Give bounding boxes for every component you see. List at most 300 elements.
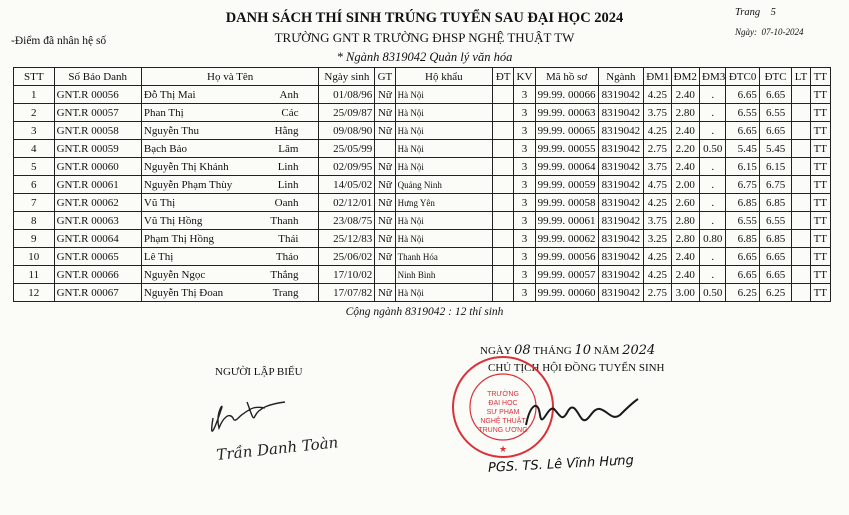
score-1: 4.25	[647, 124, 668, 137]
table-cell	[671, 266, 699, 284]
candidate-id: GNT.R 00058	[56, 124, 119, 137]
table-cell	[810, 230, 830, 248]
table-row	[14, 176, 831, 194]
major-code: 8319042	[601, 232, 641, 245]
table-cell	[810, 194, 830, 212]
table-cell	[514, 140, 535, 158]
given-name: Thảo	[275, 250, 299, 263]
table-cell	[671, 104, 699, 122]
table-cell	[395, 122, 492, 140]
column-header: ĐM2	[671, 68, 699, 86]
table-cell	[759, 248, 791, 266]
table-cell	[598, 248, 644, 266]
region: 3	[521, 160, 528, 173]
table-cell	[759, 104, 791, 122]
table-cell	[395, 86, 492, 104]
table-cell	[375, 104, 395, 122]
score-3: .	[711, 88, 715, 101]
column-header: TT	[810, 68, 830, 86]
table-cell	[700, 140, 726, 158]
region: 3	[521, 124, 528, 137]
birth-date: 17/07/82	[333, 286, 373, 299]
table-cell	[792, 86, 810, 104]
total: 6.65	[765, 268, 786, 281]
column-header: ĐM1	[644, 68, 671, 86]
file-prefix: 99.99.	[537, 214, 566, 227]
score-3: .	[711, 196, 715, 209]
file-prefix: 99.99.	[537, 268, 566, 281]
table-cell	[671, 122, 699, 140]
total-raw: 6.65	[737, 124, 757, 137]
table-cell	[375, 122, 395, 140]
table-cell	[319, 176, 375, 194]
table-cell	[54, 176, 141, 194]
table-cell	[54, 248, 141, 266]
table-cell	[700, 176, 726, 194]
table-cell	[319, 194, 375, 212]
score-3: 0.50	[703, 286, 723, 299]
table-cell	[759, 140, 791, 158]
score-1: 3.75	[647, 160, 668, 173]
table-cell	[54, 140, 141, 158]
table-cell	[644, 248, 671, 266]
score-3: .	[711, 178, 715, 191]
table-cell	[375, 284, 395, 302]
table-cell	[395, 140, 492, 158]
total: 5.45	[765, 142, 786, 155]
file-number: 00057	[568, 268, 596, 281]
table-cell	[810, 284, 830, 302]
table-cell	[535, 212, 598, 230]
total: 6.85	[765, 196, 786, 209]
table-cell	[54, 284, 141, 302]
table-cell	[671, 212, 699, 230]
table-cell	[598, 158, 644, 176]
table-cell	[493, 158, 514, 176]
month-label: THÁNG	[533, 345, 572, 357]
table-cell	[375, 158, 395, 176]
birth-date: 17/10/02	[333, 268, 373, 281]
table-cell	[14, 212, 55, 230]
gender: Nữ	[377, 160, 392, 173]
gender: Nữ	[377, 286, 392, 299]
table-cell	[395, 230, 492, 248]
table-cell	[493, 212, 514, 230]
table-cell	[319, 230, 375, 248]
table-cell	[14, 266, 55, 284]
table-cell	[700, 194, 726, 212]
birth-date: 09/08/90	[333, 124, 373, 137]
table-row	[14, 122, 831, 140]
region: 3	[521, 286, 528, 299]
stt: 11	[28, 268, 40, 281]
given-name: Linh	[277, 178, 299, 191]
file-number: 00059	[568, 178, 596, 191]
table-cell	[759, 86, 791, 104]
table-cell	[759, 212, 791, 230]
table-cell	[726, 266, 759, 284]
table-header-row	[14, 68, 831, 86]
major-code: 8319042	[601, 88, 641, 101]
table-cell	[14, 248, 55, 266]
table-cell	[141, 212, 319, 230]
family-name: Nguyễn Thị Đoan	[143, 286, 224, 299]
region: 3	[521, 178, 528, 191]
table-cell	[671, 194, 699, 212]
file-number: 00058	[568, 196, 596, 209]
table-row	[14, 266, 831, 284]
table-cell	[141, 266, 319, 284]
column-header: Hộ khẩu	[395, 68, 492, 86]
table-cell	[493, 104, 514, 122]
residence: Hà Nội	[397, 125, 424, 136]
status: TT	[813, 88, 828, 101]
table-cell	[319, 140, 375, 158]
table-cell	[671, 86, 699, 104]
svg-text:SƯ PHẠM: SƯ PHẠM	[486, 409, 520, 416]
score-2: 2.80	[675, 232, 695, 245]
birth-date: 02/09/95	[333, 160, 373, 173]
table-cell	[598, 86, 644, 104]
file-prefix: 99.99.	[537, 106, 566, 119]
table-cell	[598, 230, 644, 248]
table-cell	[598, 266, 644, 284]
candidate-id: GNT.R 00066	[56, 268, 119, 281]
column-header: KV	[514, 68, 535, 86]
status: TT	[813, 232, 828, 245]
page-label: Trang	[735, 7, 761, 18]
table-cell	[810, 158, 830, 176]
table-cell	[535, 140, 598, 158]
document-title: DANH SÁCH THÍ SINH TRÚNG TUYỂN SAU ĐẠI HỌC 2024	[225, 10, 624, 26]
gender: Nữ	[377, 250, 392, 263]
score-1: 4.25	[647, 268, 668, 281]
file-number: 00065	[568, 124, 596, 137]
major-code: 8319042	[601, 160, 641, 173]
birth-date: 01/08/96	[333, 88, 373, 101]
total-raw: 6.85	[737, 196, 757, 209]
table-cell	[644, 86, 671, 104]
table-cell	[671, 248, 699, 266]
table-cell	[792, 158, 810, 176]
table-cell	[810, 212, 830, 230]
birth-date: 23/08/75	[333, 214, 373, 227]
major-code: 8319042	[601, 106, 641, 119]
column-header: ĐT	[493, 68, 514, 86]
svg-text:NGHỆ THUẬT: NGHỆ THUẬT	[480, 418, 526, 425]
score-3: .	[711, 106, 715, 119]
table-cell	[792, 104, 810, 122]
table-cell	[514, 104, 535, 122]
residence: Hà Nội	[397, 143, 424, 154]
table-cell	[810, 266, 830, 284]
file-number: 00055	[568, 142, 596, 155]
table-cell	[395, 158, 492, 176]
region: 3	[521, 142, 528, 155]
residence: Hà Nội	[397, 233, 424, 244]
score-2: 2.40	[675, 268, 695, 281]
birth-date: 25/05/99	[333, 142, 373, 155]
given-name: Thanh	[270, 214, 299, 227]
column-header: ĐTC0	[726, 68, 759, 86]
table-cell	[319, 284, 375, 302]
score-1: 3.75	[647, 106, 668, 119]
gender: Nữ	[377, 88, 392, 101]
date-year: 2024	[622, 343, 656, 358]
major-code: 8319042	[601, 214, 641, 227]
table-cell	[141, 122, 319, 140]
candidate-id: GNT.R 00063	[56, 214, 119, 227]
region: 3	[521, 250, 528, 263]
table-cell	[792, 284, 810, 302]
column-header: ĐTC	[759, 68, 791, 86]
table-cell	[759, 122, 791, 140]
table-cell	[644, 158, 671, 176]
stt: 6	[31, 178, 37, 191]
residence: Hà Nội	[397, 161, 424, 172]
column-header: Ngành	[598, 68, 644, 86]
score-2: 2.00	[675, 178, 695, 191]
score-1: 4.25	[647, 196, 668, 209]
table-cell	[726, 158, 759, 176]
column-header: STT	[14, 68, 55, 86]
score-1: 3.75	[647, 214, 668, 227]
table-cell	[700, 230, 726, 248]
stt: 10	[28, 250, 40, 263]
status: TT	[813, 160, 828, 173]
table-cell	[493, 230, 514, 248]
stt: 7	[31, 196, 37, 209]
table-cell	[792, 176, 810, 194]
column-header: Mã hồ sơ	[535, 68, 598, 86]
table-cell	[644, 266, 671, 284]
table-cell	[141, 158, 319, 176]
table-cell	[375, 86, 395, 104]
table-row	[14, 212, 831, 230]
candidate-id: GNT.R 00064	[56, 232, 119, 245]
score-2: 3.00	[675, 286, 695, 299]
score-2: 2.80	[675, 214, 695, 227]
table-cell	[141, 104, 319, 122]
major-code: 8319042	[601, 268, 641, 281]
total-raw: 6.15	[737, 160, 757, 173]
file-prefix: 99.99.	[537, 142, 566, 155]
file-number: 00056	[568, 250, 596, 263]
table-cell	[671, 284, 699, 302]
table-cell	[319, 104, 375, 122]
table-cell	[493, 140, 514, 158]
family-name: Lê Thị	[143, 250, 174, 263]
region: 3	[521, 196, 528, 209]
table-cell	[759, 194, 791, 212]
given-name: Linh	[277, 160, 299, 173]
given-name: Hằng	[274, 124, 299, 137]
score-2: 2.40	[675, 250, 695, 263]
birth-date: 02/12/01	[333, 196, 373, 209]
score-1: 2.75	[647, 142, 668, 155]
table-cell	[700, 266, 726, 284]
stt: 4	[31, 142, 37, 155]
table-cell	[14, 230, 55, 248]
table-cell	[535, 158, 598, 176]
table-cell	[395, 248, 492, 266]
school-line: TRƯỜNG GNT R TRƯỜNG ĐHSP NGHỆ THUẬT TW	[274, 30, 575, 45]
score-3: .	[711, 250, 715, 263]
family-name: Bạch Bảo	[143, 142, 187, 155]
table-cell	[726, 248, 759, 266]
table-cell	[644, 212, 671, 230]
table-cell	[493, 194, 514, 212]
table-cell	[726, 284, 759, 302]
table-cell	[644, 194, 671, 212]
residence: Hà Nội	[397, 89, 424, 100]
score-2: 2.40	[675, 88, 695, 101]
birth-date: 25/09/87	[333, 106, 373, 119]
table-cell	[141, 248, 319, 266]
table-cell	[644, 104, 671, 122]
table-cell	[395, 284, 492, 302]
table-row	[14, 86, 831, 104]
date-prefix: NGÀY	[480, 345, 512, 357]
table-cell	[14, 176, 55, 194]
major-code: 8319042	[601, 250, 641, 263]
table-cell	[810, 104, 830, 122]
chair-title: CHỦ TỊCH HỘI ĐỒNG TUYỂN SINH	[488, 362, 665, 374]
score-2: 2.40	[675, 160, 695, 173]
table-row	[14, 230, 831, 248]
candidate-id: GNT.R 00060	[56, 160, 119, 173]
score-3: .	[711, 160, 715, 173]
table-cell	[792, 230, 810, 248]
svg-text:★: ★	[498, 444, 508, 454]
gender: Nữ	[377, 178, 392, 191]
gender: Nữ	[377, 214, 392, 227]
stt: 5	[31, 160, 37, 173]
score-3: .	[711, 214, 715, 227]
table-cell	[598, 176, 644, 194]
table-cell	[54, 86, 141, 104]
table-cell	[644, 284, 671, 302]
table-cell	[810, 86, 830, 104]
table-cell	[319, 158, 375, 176]
gender: Nữ	[377, 196, 392, 209]
table-cell	[535, 176, 598, 194]
table-cell	[644, 140, 671, 158]
table-cell	[375, 248, 395, 266]
table-cell	[375, 212, 395, 230]
table-cell	[375, 194, 395, 212]
table-cell	[319, 248, 375, 266]
table-cell	[598, 122, 644, 140]
column-header: Số Báo Danh	[54, 68, 141, 86]
total-raw: 6.65	[737, 88, 757, 101]
table-cell	[514, 230, 535, 248]
table-cell	[535, 104, 598, 122]
birth-date: 14/05/02	[333, 178, 373, 191]
given-name: Các	[281, 106, 299, 119]
family-name: Vũ Thị	[143, 196, 176, 209]
table-cell	[644, 230, 671, 248]
table-cell	[514, 122, 535, 140]
total-raw: 6.65	[737, 268, 757, 281]
candidate-id: GNT.R 00061	[56, 178, 119, 191]
file-prefix: 99.99.	[537, 160, 566, 173]
file-number: 00066	[568, 88, 596, 101]
table-cell	[535, 266, 598, 284]
table-cell	[14, 122, 55, 140]
table-cell	[395, 104, 492, 122]
table-cell	[375, 230, 395, 248]
table-cell	[395, 212, 492, 230]
status: TT	[813, 286, 828, 299]
table-cell	[700, 248, 726, 266]
table-cell	[644, 122, 671, 140]
file-number: 00064	[568, 160, 596, 173]
table-cell	[535, 194, 598, 212]
table-cell	[535, 284, 598, 302]
score-2: 2.80	[675, 106, 695, 119]
table-cell	[14, 284, 55, 302]
table-cell	[514, 266, 535, 284]
table-cell	[671, 176, 699, 194]
table-cell	[54, 194, 141, 212]
score-1: 3.25	[647, 232, 668, 245]
table-cell	[726, 140, 759, 158]
table-cell	[54, 230, 141, 248]
total: 6.25	[765, 286, 786, 299]
table-cell	[54, 122, 141, 140]
table-cell	[792, 248, 810, 266]
table-cell	[700, 284, 726, 302]
residence: Thanh Hóa	[397, 251, 438, 262]
table-cell	[14, 194, 55, 212]
table-cell	[671, 158, 699, 176]
table-cell	[141, 86, 319, 104]
table-cell	[319, 266, 375, 284]
table-row	[14, 158, 831, 176]
table-cell	[493, 248, 514, 266]
table-cell	[598, 284, 644, 302]
table-cell	[535, 86, 598, 104]
file-number: 00060	[568, 286, 596, 299]
table-cell	[792, 140, 810, 158]
column-header: GT	[375, 68, 395, 86]
region: 3	[521, 106, 528, 119]
major-code: 8319042	[601, 286, 641, 299]
table-cell	[671, 230, 699, 248]
total-raw: 6.55	[737, 214, 757, 227]
table-cell	[726, 230, 759, 248]
total: 6.75	[765, 178, 786, 191]
region: 3	[521, 232, 528, 245]
date-value: 07-10-2024	[761, 27, 804, 37]
stt: 9	[31, 232, 37, 245]
gender: Nữ	[377, 124, 392, 137]
status: TT	[813, 196, 828, 209]
status: TT	[813, 250, 828, 263]
table-cell	[598, 194, 644, 212]
score-2: 2.60	[675, 196, 695, 209]
table-cell	[598, 212, 644, 230]
family-name: Phạm Thị Hồng	[143, 232, 214, 245]
stt: 2	[31, 106, 37, 119]
table-cell	[319, 86, 375, 104]
total-raw: 6.65	[737, 250, 757, 263]
major-line: * Ngành 8319042 Quản lý văn hóa	[336, 50, 513, 64]
svg-text:TRUNG ƯƠNG: TRUNG ƯƠNG	[478, 427, 528, 434]
preparer-signature	[195, 388, 340, 478]
admission-table	[13, 67, 831, 302]
